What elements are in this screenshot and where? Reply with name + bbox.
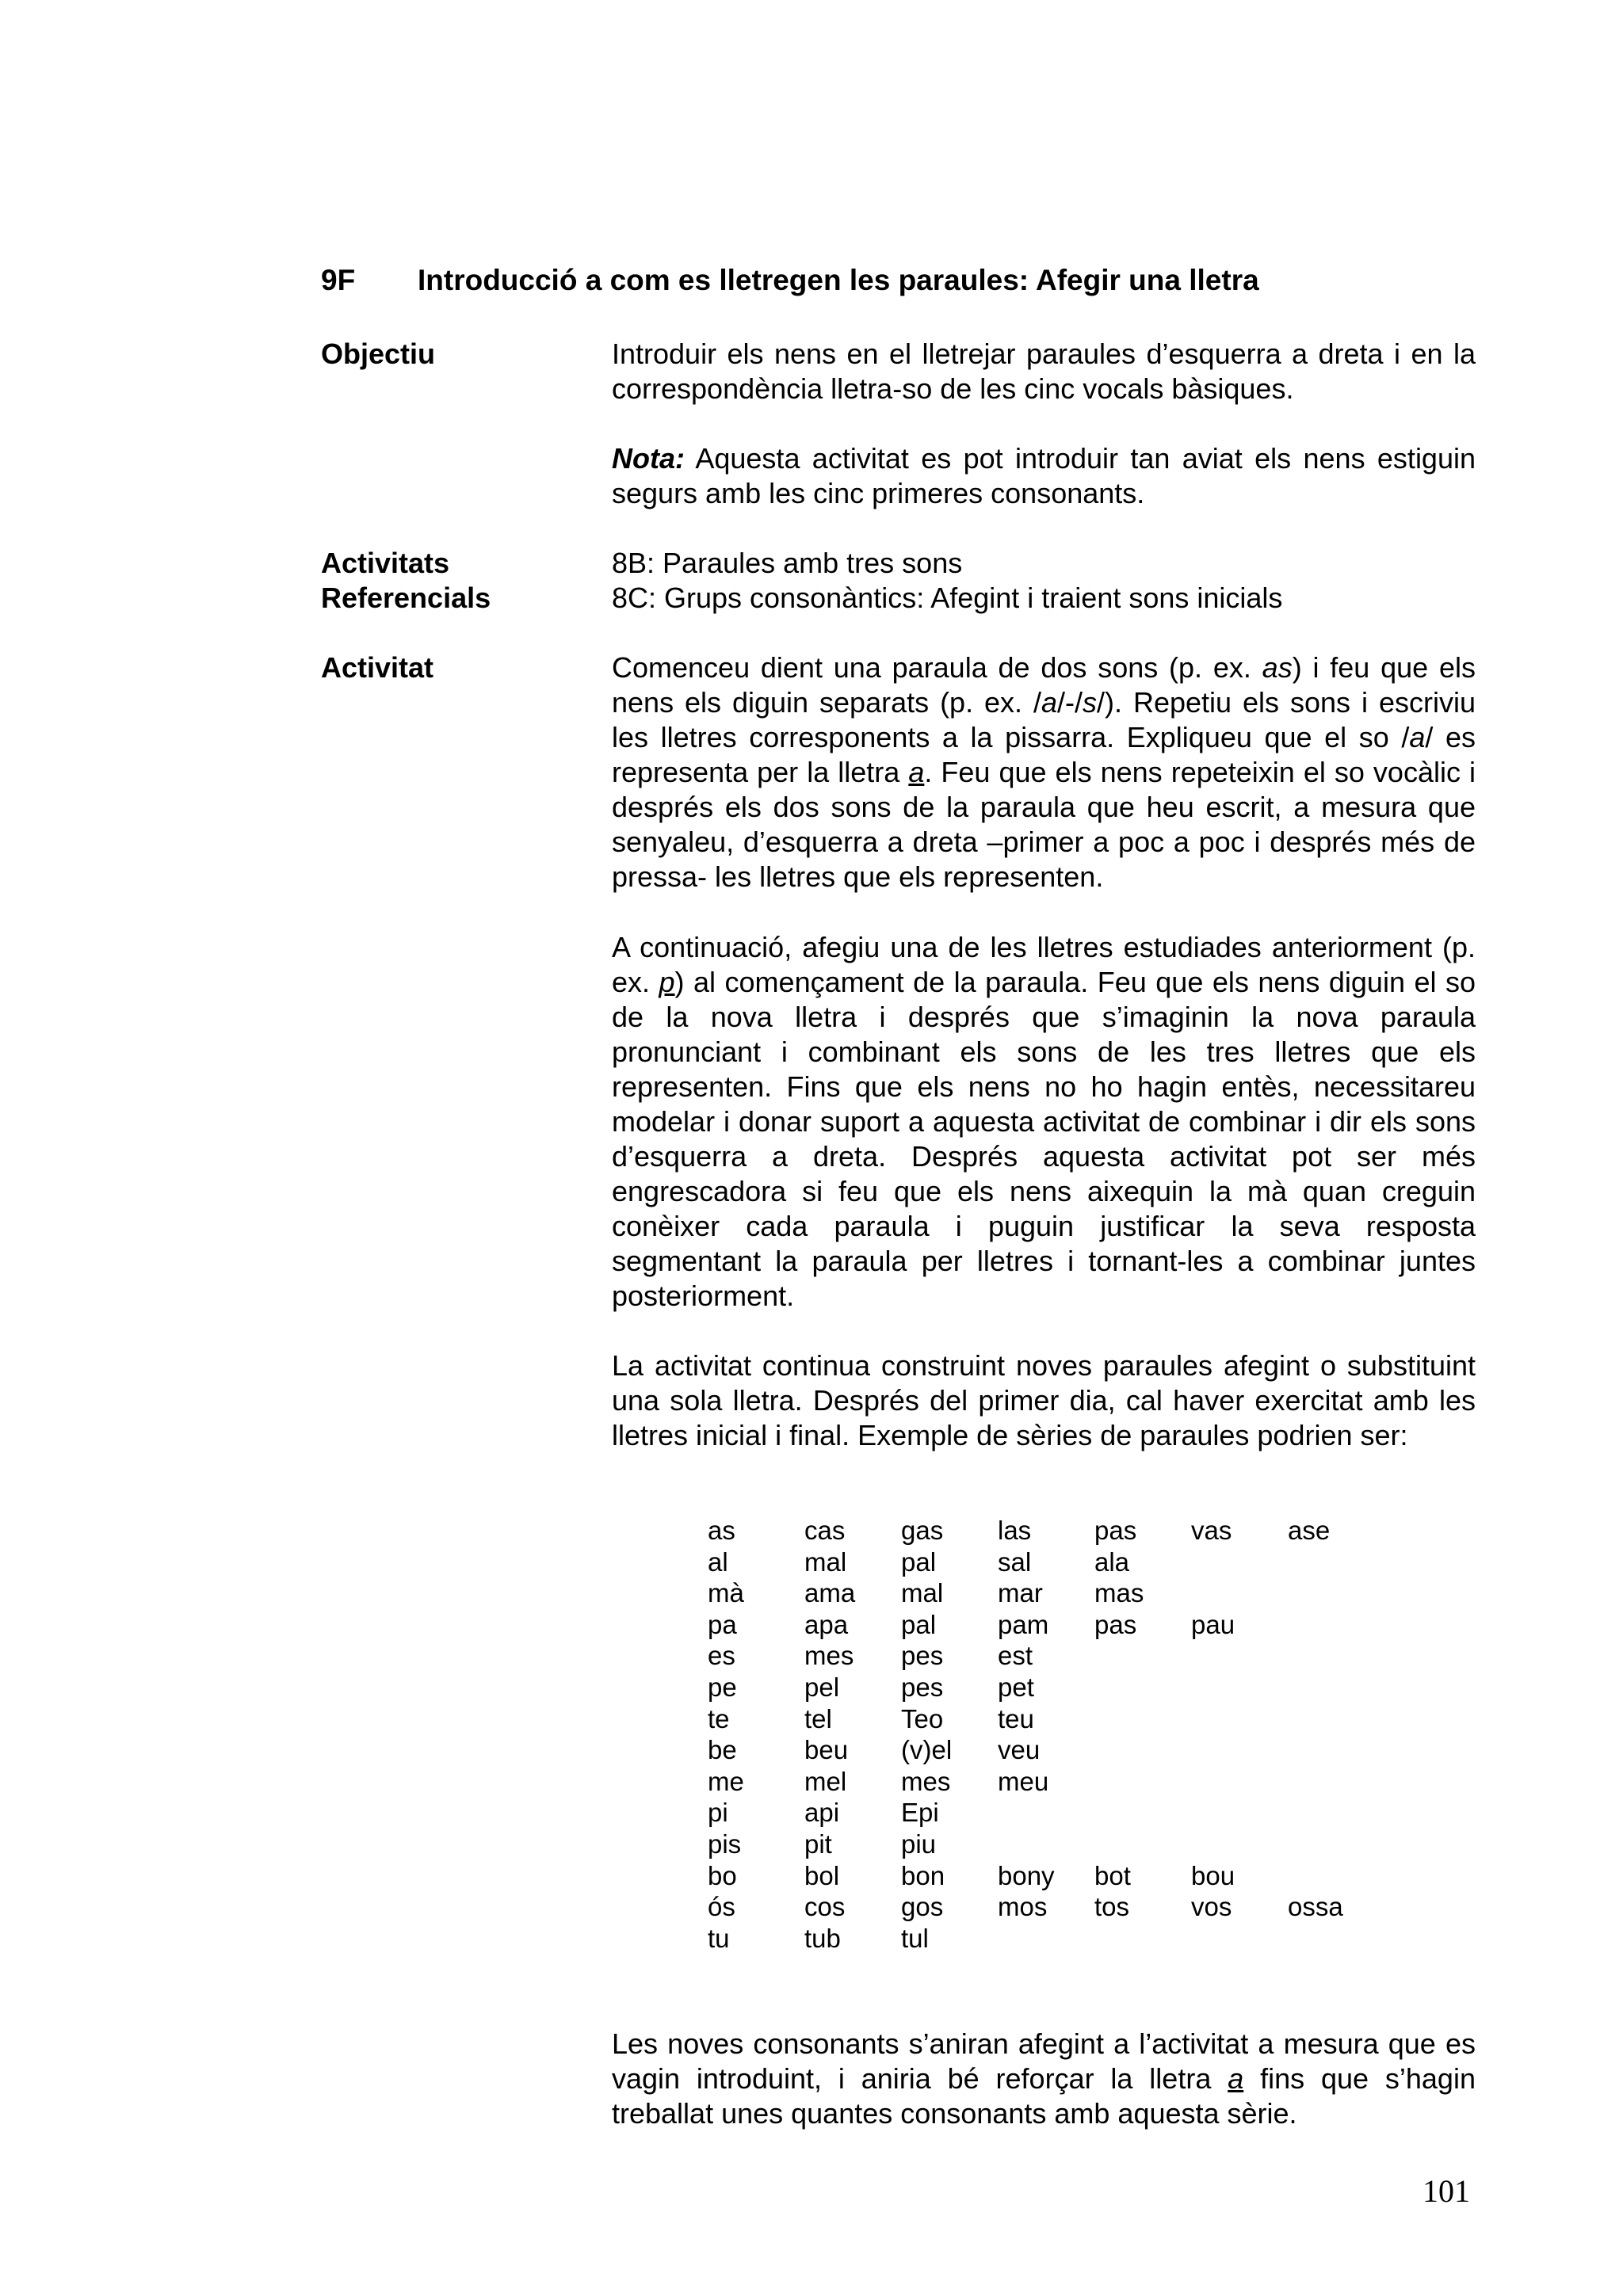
activity-paragraph-3: La activitat continua construint noves paraules afegint o substituint una sola lletra. Després del primer dia, cal haver exercitat amb les lletres inicial i final. Exemple de sèries de paraules podrien ser: [612, 1349, 1476, 1451]
word: pel [804, 1672, 840, 1702]
activity-paragraph-2: A continuació, afegiu una de les lletres estudiades anteriorment (p. ex. p) al començament de la paraula. Feu que els nens diguin el so de la nova lletra i després que s’imaginin la nova paraula pronunciant i combinant els sons de les tres lletres que els representen. Fins que els nens no ho hagin entès, necessitareu modelar i donar suport a aquesta activitat de combinar i dir els sons d’esquerra a dreta. Després aquesta activitat pot ser més engrescadora si feu que els nens aixequin la mà quan creguin conèixer cada paraula i puguin justificar la seva resposta segmentant la paraula per lletres i tornant-les a combinar juntes posteriorment. [612, 931, 1476, 1312]
word: pal [901, 1609, 937, 1639]
word: pam [998, 1609, 1049, 1639]
word: mos [998, 1892, 1048, 1922]
word: mal [901, 1578, 944, 1608]
word: bony [998, 1860, 1055, 1890]
word: mes [901, 1766, 951, 1796]
word: be [708, 1735, 737, 1765]
reference-label-line2: Referencials [321, 582, 491, 614]
word-row [708, 1829, 1384, 1860]
section-code: 9F [321, 264, 356, 296]
note-paragraph [612, 441, 1476, 511]
word: ala [1094, 1547, 1130, 1577]
word-row [708, 1577, 1384, 1609]
note-text: Aquesta activitat es pot introduir tan aviat els nens estiguin segurs amb les cinc primeres consonants. [612, 442, 1476, 509]
reference-activities-label [321, 546, 491, 616]
section-title: Introducció a com es lletregen les paraules: Afegir una lletra [418, 264, 1259, 296]
activity-paragraph-4: Les noves consonants s’aniran afegint a l’activitat a mesura que es vagin introduint, i aniria bé reforçar la lletra a fins que s’hagin treballat unes quantes consonants amb aquesta sèrie. [612, 2027, 1476, 2130]
word: pal [901, 1547, 937, 1577]
word: tub [804, 1923, 841, 1953]
word: cas [804, 1516, 846, 1545]
word: apa [804, 1609, 849, 1639]
word-row [708, 1640, 1384, 1672]
word: ama [804, 1578, 856, 1608]
word: gas [901, 1516, 944, 1545]
word: bot [1094, 1860, 1131, 1890]
word: mà [708, 1578, 744, 1608]
word: bon [901, 1860, 945, 1890]
word: piu [901, 1829, 937, 1859]
word: mas [1094, 1578, 1144, 1608]
word: mal [804, 1547, 847, 1577]
word: mar [998, 1578, 1043, 1608]
reference-item: 8C: Grups consonàntics: Afegint i traient sons inicials [612, 582, 1283, 614]
word-row [708, 1891, 1384, 1923]
objective-text: Introduir els nens en el lletrejar paraules d’esquerra a dreta i en la correspondència lletra-so de les cinc vocals bàsiques. [612, 338, 1476, 405]
word: vas [1191, 1516, 1232, 1545]
word: vos [1191, 1892, 1232, 1922]
activity-label: Activitat [321, 651, 434, 684]
word: beu [804, 1735, 849, 1765]
word: api [804, 1798, 840, 1828]
word-row [708, 1923, 1384, 1955]
word: pas [1094, 1516, 1137, 1545]
word: pau [1191, 1609, 1235, 1639]
word: (v)el [901, 1735, 953, 1765]
word-row [708, 1860, 1384, 1892]
word: mel [804, 1766, 847, 1796]
word: al [708, 1547, 728, 1577]
word: pis [708, 1829, 742, 1859]
word: tel [804, 1703, 832, 1733]
word: pes [901, 1672, 944, 1702]
section-heading [321, 264, 1259, 297]
word: as [708, 1516, 735, 1545]
word: pi [708, 1798, 728, 1828]
word: sal [998, 1547, 1032, 1577]
objective-content [612, 337, 1476, 406]
note-label: Nota: [612, 442, 685, 475]
word: pe [708, 1672, 737, 1702]
word: pit [804, 1829, 832, 1859]
word-series-table [708, 1515, 1384, 1954]
word: Teo [901, 1703, 944, 1733]
word-row [708, 1609, 1384, 1641]
word: me [708, 1766, 744, 1796]
word: gos [901, 1892, 944, 1922]
word-row [708, 1734, 1384, 1766]
reference-activities-list [612, 546, 1476, 616]
word-row [708, 1547, 1384, 1578]
word-row [708, 1766, 1384, 1798]
word: tul [901, 1923, 929, 1953]
word: ase [1288, 1516, 1331, 1545]
page-number: 101 [1423, 2173, 1470, 2209]
word: es [708, 1641, 735, 1671]
word: pas [1094, 1609, 1137, 1639]
word: pa [708, 1609, 737, 1639]
activity-paragraph-1: Comenceu dient una paraula de dos sons (p. ex. as) i feu que els nens els diguin separats (p. ex. /a/-/s/). Repetiu els sons i escriviu les lletres corresponents a la pissarra. Expliqueu que el so /a/ es representa per la lletra a. Feu que els nens repeteixin el so vocàlic i després els dos sons de la paraula que heu escrit, a mesura que senyaleu, d’esquerra a dreta –primer a poc a poc i després més de pressa- les lletres que els representen. [612, 651, 1476, 893]
word: las [998, 1516, 1032, 1545]
word-row [708, 1797, 1384, 1829]
word: bou [1191, 1860, 1235, 1890]
word: te [708, 1703, 730, 1733]
reference-item: 8B: Paraules amb tres sons [612, 547, 963, 579]
word: mes [804, 1641, 854, 1671]
objective-label: Objectiu [321, 338, 436, 370]
word-row [708, 1703, 1384, 1735]
word: Epi [901, 1798, 939, 1828]
word: tu [708, 1923, 730, 1953]
word: est [998, 1641, 1033, 1671]
word: bo [708, 1860, 737, 1890]
word: ós [708, 1892, 735, 1922]
word-row [708, 1672, 1384, 1703]
word: teu [998, 1703, 1034, 1733]
word: tos [1094, 1892, 1130, 1922]
word: ossa [1288, 1892, 1343, 1922]
word-row [708, 1515, 1384, 1547]
word: meu [998, 1766, 1049, 1796]
word: pet [998, 1672, 1034, 1702]
reference-label-line1: Activitats [321, 547, 450, 579]
word: veu [998, 1735, 1041, 1765]
word: pes [901, 1641, 944, 1671]
word: bol [804, 1860, 840, 1890]
word: cos [804, 1892, 846, 1922]
